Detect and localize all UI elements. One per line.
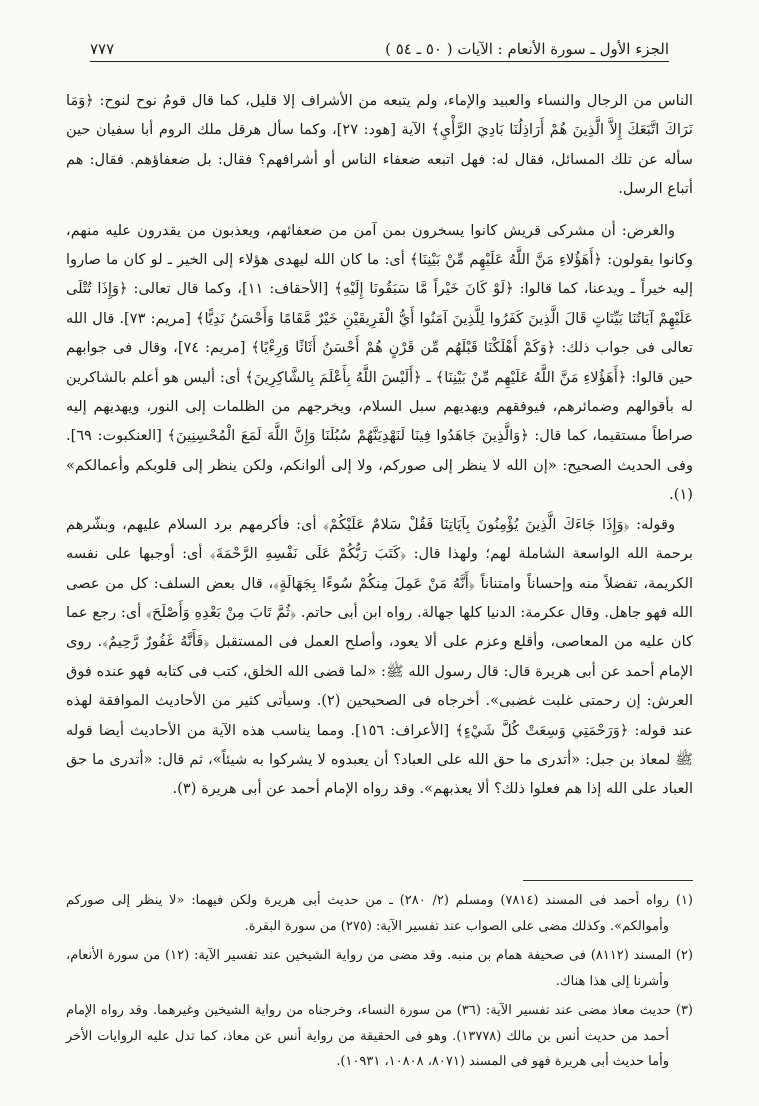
main-text (66, 86, 693, 804)
paragraph-3: وقوله: ﴿وَإِذَا جَاءَكَ الَّذِينَ يُؤْمِنُونَ بِآيَاتِنَا فَقُلْ سَلامٌ عَلَيْكُمْ﴾ أى: فأكرمهم برد السلام عليهم، وبشّرهم برحمة الله الواسعة الشاملة لهم؛ ولهذا قال: ﴿كَتَبَ رَبُّكُمْ عَلَى نَفْسِهِ الرَّحْمَةَ﴾ أى: أوجبها على نفسه الكريمة، تفضلاً منه وإحساناً وامتناناً ﴿أَنَّهُ مَنْ عَمِلَ مِنكُمْ سُوءًا بِجَهَالَةٍ﴾، قال بعض السلف: كل من عصى الله فهو جاهل. وقال عكرمة: الدنيا كلها جهالة. رواه ابن أبى حاتم. ﴿ثُمَّ تَابَ مِنْ بَعْدِهِ وَأَصْلَحَ﴾ أى: رجع عما كان عليه من المعاصى، وأقلع وعزم على ألا يعود، وأصلح العمل فى المستقبل ﴿فَأَنَّهُ غَفُورٌ رَّحِيمٌ﴾. روى الإمام أحمد عن أبى هريرة قال: قال رسول الله ﷺ: «لما قضى الله الخلق، كتب فى كتابه فهو عنده فوق العرش: إن رحمتى غلبت غضبى». أخرجاه فى الصحيحين (٢). وسيأتى كثير من الأحاديث الموافقة لهذه عند قوله: ﴿وَرَحْمَتِي وَسِعَتْ كُلَّ شَيْءٍ﴾ [الأعراف: ١٥٦]. ومما يناسب هذه الآية من الأحاديث أيضا قوله ﷺ لمعاذ بن جبل: «أتدرى ما حق الله على العباد؟ أن يعبدوه لا يشركوا به شيئاً»، ثم قال: «أتدرى ما حق العباد على الله إذا هم فعلوا ذلك؟ ألا يعذبهم». وقد رواه الإمام أحمد عن أبى هريرة (٣). (66, 515, 693, 798)
footnote-1: (١) رواه أحمد فى المسند (٧٨١٤) ومسلم (٢/ ٢٨٠) ـ من حديث أبى هريرة ولكن فيهما: «لا ينظر إلى صوركم وأموالكم». وكذلك مضى على الصواب عند تفسير الآية: (٢٧٥) من سورة البقرة. (66, 893, 693, 934)
paragraph-1: الناس من الرجال والنساء والعبيد والإماء، ولم يتبعه من الأشراف إلا قليل، كما قال قومُ نوح لنوح: ﴿وَمَا نَرَاكَ اتَّبَعَكَ إِلاَّ الَّذِينَ هُمْ أَرَاذِلُنَا بَادِيَ الرَّأْيِ﴾ الآية [هود: ٢٧]، وكما سأل هرقل ملك الروم أبا سفيان حين سأله عن تلك المسائل، فقال له: فهل اتبعه ضعفاء الناس أو أشرافهم؟ فقال: بل ضعفاؤهم. فقال: هم أتباع الرسل. (66, 92, 693, 198)
footnotes (66, 888, 693, 1079)
paragraph-2: والغرض: أن مشركى قريش كانوا يسخرون بمن آمن من ضعفائهم، ويعذبون من يقدرون عليه منهم، وكانوا يقولون: ﴿أَهَؤُلاءِ مَنَّ اللَّهُ عَلَيْهِم مِّنْ بَيْنِنَا﴾ أى: ما كان الله ليهدى هؤلاء إلى الخير ـ لو كان ما صاروا إليه خيراً ـ ويدعنا، كما قالوا: ﴿لَوْ كَانَ خَيْراً مَّا سَبَقُونَا إِلَيْهِ﴾ [الأحقاف: ١١]، وكما قال تعالى: ﴿وَإِذَا تُتْلَى عَلَيْهِمْ آيَاتُنَا بَيِّنَاتٍ قَالَ الَّذِينَ كَفَرُوا لِلَّذِينَ آمَنُوا أَيُّ الْفَرِيقَيْنِ خَيْرٌ مَّقَامًا وَأَحْسَنُ نَدِيًّا﴾ [مريم: ٧٣]. قال الله تعالى فى جواب ذلك: ﴿وَكَمْ أَهْلَكْنَا قَبْلَهُم مِّن قَرْنٍ هُمْ أَحْسَنُ أَثَاثًا وَرِءْيًا﴾ [مريم: ٧٤]، وقال فى جوابهم حين قالوا: ﴿أَهَؤُلاءِ مَنَّ اللَّهُ عَلَيْهِم مِّنْ بَيْنِنَا﴾ ـ ﴿أَلَيْسَ اللَّهُ بِأَعْلَمَ بِالشَّاكِرِينَ﴾ أى: أليس هو أعلم بالشاكرين له بأقوالهم وضمائرهم، فيوفقهم ويهديهم سبل السلام، ويخرجهم من الظلمات إلى النور، ويهديهم إليه صراطاً مستقيما، كما قال: ﴿وَالَّذِينَ جَاهَدُوا فِينَا لَنَهْدِيَنَّهُمْ سُبُلَنَا وَإِنَّ اللَّهَ لَمَعَ الْمُحْسِنِينَ﴾ [العنكبوت: ٦٩]. وفى الحديث الصحيح: «إن الله لا ينظر إلى صوركم، ولا إلى ألوانكم، ولكن ينظر إلى قلوبكم وأعمالكم» (١). (66, 221, 694, 504)
running-header (90, 32, 669, 62)
page-number: ٧٧٧ (90, 40, 115, 58)
footnote-separator (523, 880, 693, 881)
footnote-2: (٢) المسند (٨١١٢) فى صحيفة همام بن منبه. وقد مضى من رواية الشيخين عند تفسير الآية: (١٢) من سورة الأنعام، وأشرنا إلى هذا هناك. (66, 948, 693, 989)
footnote-3: (٣) حديث معاذ مضى عند تفسير الآية: (٣٦) من سورة النساء، وخرجناه من رواية الشيخين وغيرهما. وقد رواه الإمام أحمد من حديث أنس بن مالك (١٣٧٧٨). وهو فى الحقيقة من رواية أنس عن معاذ، كما تدل عليه الروايات الأخر وأما حديث أبى هريرة فهو فى المسند (٨٠٧١، ١٠٨٠٨، ١٠٩٣١). (66, 1003, 693, 1069)
header-title: الجزء الأول ـ سورة الأنعام : الآيات ( ٥٠ ـ ٥٤ ) (385, 40, 669, 58)
